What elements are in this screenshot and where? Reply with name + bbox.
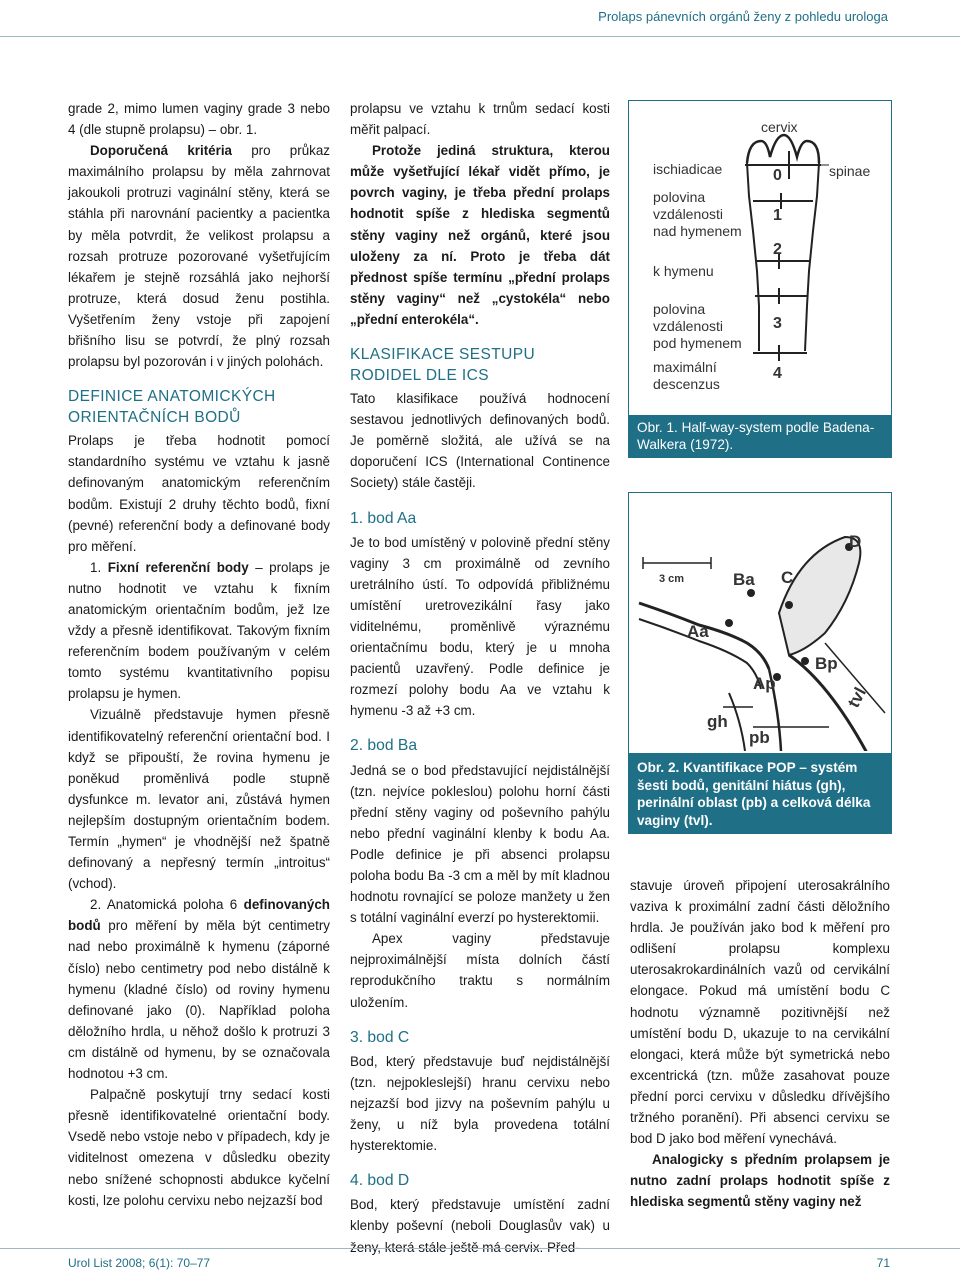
section-heading: DEFINICE ANATOMICKÝCH ORIENTAČNÍCH BODŮ xyxy=(68,388,276,427)
paragraph: Bod, který představuje buď nejdistálnější (tzn. nejpokleslejší) hranu cervixu nebo nejzazší bod jizvy na poševním pahýlu u ženy, u níž byla provedena totální hysterektomie. xyxy=(350,1053,610,1154)
label-bp: Bp xyxy=(815,654,838,673)
subsection-heading: 4. bod D xyxy=(350,1172,410,1190)
subsection-heading: 2. bod Ba xyxy=(350,737,418,755)
bold-run: Doporučená kritéria xyxy=(90,143,232,159)
footer-rule xyxy=(0,1248,960,1249)
point-ba xyxy=(747,589,755,597)
label-line: maximální xyxy=(653,359,717,375)
figure-2-caption xyxy=(629,753,891,833)
paragraph xyxy=(68,140,330,372)
vaginal-wall-right xyxy=(805,163,819,351)
paragraph: stavuje úroveň připojení uterosakrálního vaziva k proximální zadní části děložního hrdla. Je používán jako bod k měření pro odlišení prolapsu komplexu uterosakrokardinálních vazů od cervikální elongace. Pokud má umístění bodu C hodnotu významně pozitivnější než umístění bodu D, ukazuje to na cervikální elongaci, která může být symetrická nebo excentrická (tzn. může zasahovat pouze přední porci cervixu v důsledku dřívějšího tržného poranění). Při absenci cervixu se bod D jako bod měření vynechává. xyxy=(630,878,890,1147)
label-line: vzdálenosti xyxy=(653,206,724,222)
label-half-above xyxy=(653,189,742,240)
label-line: vzdálenosti xyxy=(653,318,724,334)
point-bp xyxy=(801,657,809,665)
subsection-heading: 3. bod C xyxy=(350,1028,410,1046)
uterus-shape xyxy=(779,537,860,655)
label-c: C xyxy=(781,568,794,587)
bold-run: Fixní referenční body xyxy=(107,559,249,575)
text-run: 1. xyxy=(90,559,108,575)
section-heading: KLASIFIKACE SESTUPU RODIDEL DLE ICS xyxy=(350,346,536,385)
level-number-3: 3 xyxy=(773,315,782,332)
text-column-3 xyxy=(630,875,890,1213)
paragraph: Bod, který představuje umístění zadní klenby poševní (neboli Douglasův vak) u ženy, která stále ještě má cervix. Před- xyxy=(350,1197,610,1255)
text-column-1 xyxy=(68,98,330,1211)
label-to-hymen: k hymenu xyxy=(653,263,714,279)
label-ba: Ba xyxy=(733,570,755,589)
caption-text: Obr. 2. Kvantifikace POP – systém šesti bodů, genitální hiátus (gh), perinální oblast (pb) a celková délka vaginy (tvl). xyxy=(637,760,871,828)
label-gh: gh xyxy=(707,712,728,731)
paragraph: Tato klasifikace používá hodnocení sestavou jednotlivých definovaných bodů. Je poměrně složitá, ale užívá se na doporučení ICS (International Continence Society) stále častěji. xyxy=(350,391,610,491)
label-half-below xyxy=(653,301,742,352)
label-line: descenzus xyxy=(653,376,720,392)
paragraph xyxy=(68,557,330,705)
label-line: nad hymenem xyxy=(653,223,742,239)
paragraph: Je to bod umístěný v polovině přední stěny vaginy 3 cm proximálně od zevního uretrálního ústí. To odpovídá přibližnému umístění uretrovezikální řasy jako viditelnému, proměnlivě výraznému orientačnímu bodu, který je u mnoha pacientů uzavřený. Podle definice je rozmezí polohy bodu Aa ve vztahu k hymenu -3 až +3 cm. xyxy=(350,534,610,719)
figure-2 xyxy=(628,492,892,834)
label-cervix: cervix xyxy=(761,119,798,135)
running-header-title: Prolaps pánevních orgánů ženy z pohledu urologa xyxy=(598,9,888,24)
paragraph: prolapsu ve vztahu k trnům sedací kosti měřit palpací. xyxy=(350,101,610,138)
label-3cm: 3 cm xyxy=(659,573,685,585)
paragraph: Vizuálně představuje hymen přesně identifikovatelný referenční orientační bod. I když se připouští, že rovina hymenu je poněkud proměnlivá podle stupně dysfunkce m. levator ani, zůstává hymen nejlepším dostupným orientačním bodem. Termín „hymen“ je vhodnější než špatně definovaný a nepřesný termín „introitus“ (vchod). xyxy=(68,707,330,892)
level-number-1: 1 xyxy=(773,207,782,224)
running-header xyxy=(0,0,960,37)
level-number-0: 0 xyxy=(773,167,782,184)
point-c xyxy=(785,601,793,609)
paragraph: Protože jediná struktura, kterou může vyšetřující lékař vidět přímo, je povrch vaginy, je třeba přední prolaps hodnotit spíše z hlediska segmentů stěny vaginy než orgánů, které jsou uloženy za ní. Proto je třeba dát přednost spíše termínu „přední prolaps stěny vaginy“ než „cystokéla“ nebo „přední enterokéla“. xyxy=(350,143,610,327)
text-run: – prolaps je nutno hodnotit ve vztahu k fixním anatomickým orientačním bodům, jež lze vždy a přesně identifikovat. Takovým fixním referenčním bodem používaným v celém tomto systému kvantitativního popisu prolapsu je hymen. xyxy=(68,559,330,702)
paragraph: Prolaps je třeba hodnotit pomocí standardního systému ve vztahu k jasně definovaným anatomickým referenčním bodům. Existují 2 druhy těchto bodů, fixní (pevné) referenční body a definované body pro měření. xyxy=(68,433,330,554)
label-spinae: spinae xyxy=(829,163,871,179)
cervix-outline xyxy=(747,135,819,163)
footer-citation: Urol List 2008; 6(1): 70–77 xyxy=(68,1256,211,1270)
paragraph: grade 2, mimo lumen vaginy grade 3 nebo 4 (dle stupně prolapsu) – obr. 1. xyxy=(68,101,330,138)
vaginal-wall-left xyxy=(747,163,759,351)
level-number-2: 2 xyxy=(773,241,782,258)
figure-1 xyxy=(628,100,892,458)
figure-1-caption: Obr. 1. Half-way-system podle Badena-Walkera (1972). xyxy=(629,415,891,457)
level-number-4: 4 xyxy=(773,365,782,382)
label-pb: pb xyxy=(749,728,770,747)
subsection-heading: 1. bod Aa xyxy=(350,509,417,527)
point-aa xyxy=(725,619,733,627)
label-line: pod hymenem xyxy=(653,335,742,351)
paragraph: Palpačně poskytují trny sedací kosti přesně identifikovatelné orientační body. Vsedě nebo vstoje nebo v případech, kdy je viditelnost omezena v důsledku obezity nebo snížené schopnosti abdukce kyčelní kosti, lze polohu cervixu nebo nejzazší bod xyxy=(68,1087,330,1208)
label-d: D xyxy=(849,532,862,551)
text-run: pro měření by měla být centimetry nad nebo proximálně k hymenu (záporné číslo) nebo centimetry pod nebo distálně k hymenu (kladné číslo) od roviny hymenu definované jako (0). Například poloha děložního hrdla, u něhož došlo k protruzi 3 cm distálně od hymenu, by se označovala hodnotou +3 cm. xyxy=(68,918,330,1082)
paragraph: Analogicky s předním prolapsem je nutno zadní prolaps hodnotit spíše z hlediska segmentů stěny vaginy než xyxy=(630,1152,890,1210)
paragraph xyxy=(68,894,330,1084)
bold-run: definovaných bodů xyxy=(68,897,330,934)
label-ischiadicae: ischiadicae xyxy=(653,161,723,177)
paragraph: Apex vaginy představuje nejproximálnější místa dolních částí reprodukčního traktu s normálním uložením. xyxy=(350,931,610,1010)
label-line: polovina xyxy=(653,189,706,205)
label-tvl: tvl xyxy=(843,684,870,711)
label-ap: Ap xyxy=(753,674,776,693)
text-column-2 xyxy=(350,98,610,1258)
page-number: 71 xyxy=(876,1256,890,1270)
paragraph: Jedná se o bod představující nejdistálnější (tzn. nejvíce pokleslou) polohu horní části přední stěny vaginy od poševního pahýlu nebo přední vaginální klenby k bodu Aa. Podle definice je při absenci prolapsu poloha bodu Ba -3 cm a měl by mít kladnou hodnotu rovnající se poloze manžety u žen s totální vaginální everzí po hysterektomii. xyxy=(350,762,610,926)
text-run: pro průkaz maximálního prolapsu by měla zahrnovat jakoukoli protruzi vaginální stěny, která se stáhla při narovnání pacientky a pacientka by měla potvrdit, že velikost prolapsu a rozsah protruze pozorované vyšetřujícím lékařem je stejně rozsáhlá jako nejhorší protruze, která dosud ženu postihla. Vyšetřením ženy vstoje při zapojení břišního lisu se potvrdí, že plný rozsah prolapsu byl pozorován i v jiných polohách. xyxy=(68,143,330,370)
label-line: polovina xyxy=(653,301,706,317)
label-max-descent xyxy=(653,359,720,393)
label-aa: Aa xyxy=(687,622,709,641)
text-run: 2. Anatomická poloha 6 xyxy=(90,897,244,913)
hiatus-line xyxy=(729,693,745,751)
